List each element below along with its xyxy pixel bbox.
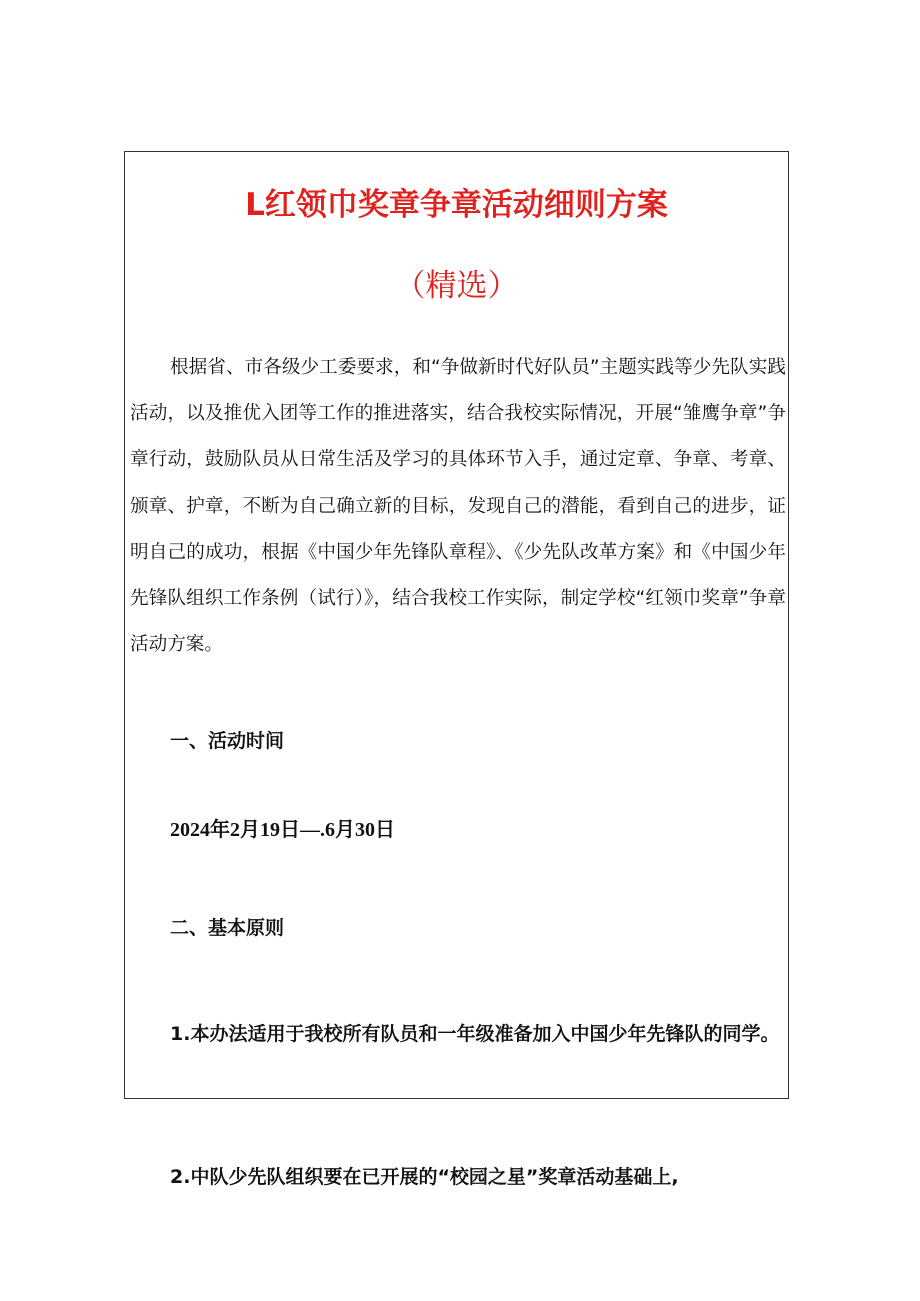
intro-paragraph: 根据省、市各级少工委要求，和“争做新时代好队员”主题实践等少先队实践活动，以及推优入团等工作的推进落实，结合我校实际情况，开展“雏鹰争章”争章行动，鼓励队员从日常生活及学习的具体环节入手，通过定章、争章、考章、颁章、护章，不断为自己确立新的目标，发现自己的潜能，看到自己的进步，证明自己的成功，根据《中国少年先锋队章程》、《少先队改革方案》和《中国少年先锋队组织工作条例（试行）》，结合我校工作实际，制定学校“红领巾奖章”争章活动方案。 (130, 357, 786, 656)
rule-item-1: 1.本办法适用于我校所有队员和一年级准备加入中国少年先锋队的同学。 (170, 1023, 780, 1045)
document-title: L红领巾奖章争章活动细则方案 (245, 186, 668, 223)
section-heading-basic-principles: 二、基本原则 (170, 917, 285, 939)
activity-date: 2024年2月19日—.6月30日 (170, 819, 395, 841)
section-heading-activity-time: 一、活动时间 (170, 730, 285, 752)
rule-item-2: 2.中队少先队组织要在已开展的“校园之星”奖章活动基础上, (170, 1166, 679, 1188)
document-subtitle: （精选） (394, 268, 519, 304)
